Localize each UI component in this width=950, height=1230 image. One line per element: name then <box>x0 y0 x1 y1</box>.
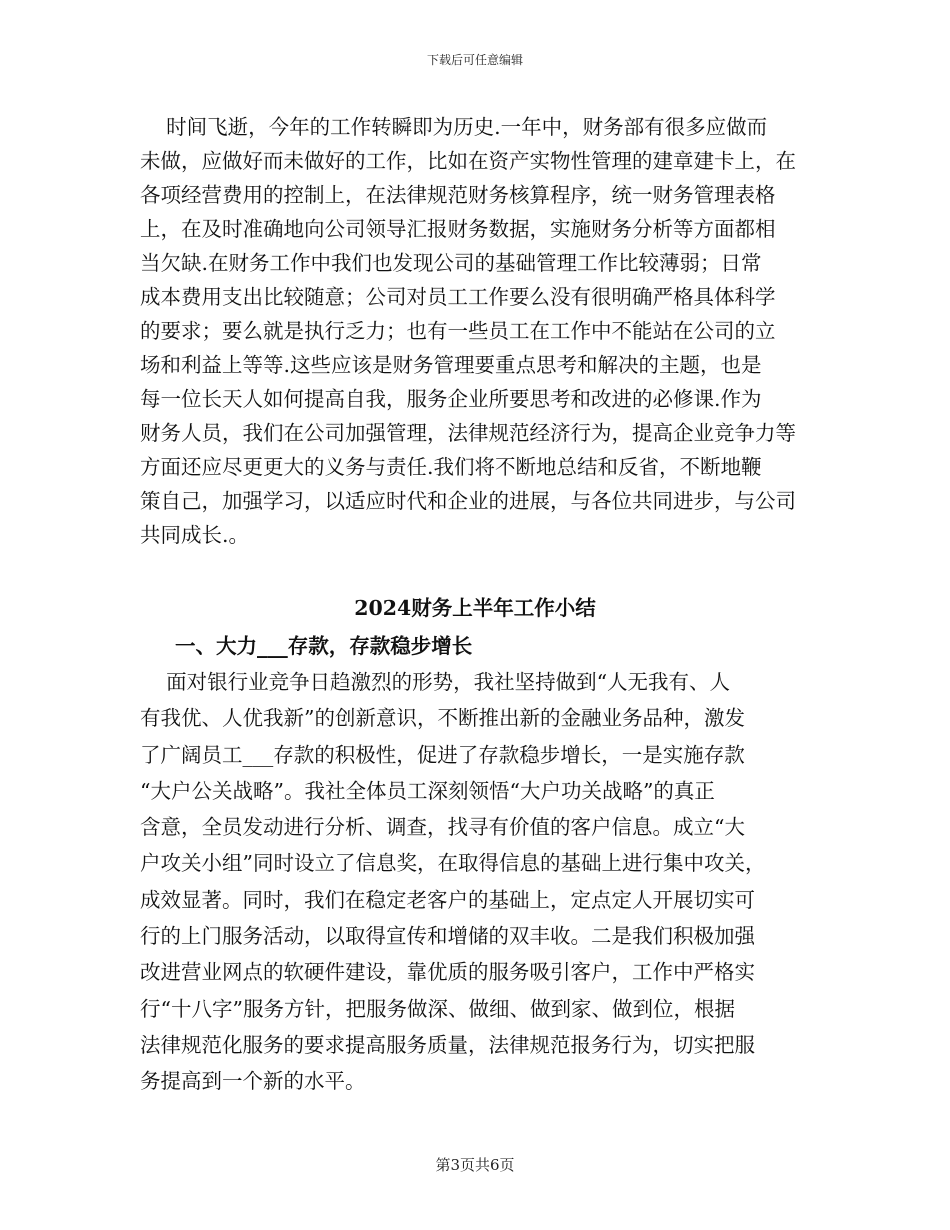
document-title: 2024财务上半年工作小结 <box>354 596 596 620</box>
body-paragraph-2: 面对银行业竞争日趋激烈的形势，我社坚持做到“人无我有、人 有我优、人优我新”的创新意识，不断推出新的金融业务品种，激发 了广阔员工___存款的积极性，促进了存款稳步增长，一是实施存款 “大户公关战略”。我社全体员工深刻领悟“大户功关战略”的真正 含意，全员发动进行分析、调查，找寻有价值的客户信息。成立“大 户攻关小组”同时设立了信息奖，在取得信息的基础上进行集中攻关， 成效显著。同时，我们在稳定老客户的基础上，定点定人开展切实可 行的上门服务活动，以取得宣传和增储的双丰收。二是我们积极加强 改进营业网点的软硬件建设，靠优质的服务吸引客户，工作中严格实 行“十八字”服务方针，把服务做深、做细、做到家、做到位，根据 法律规范化服务的要求提高服务质量，法律规范报务行为，切实把服 务提高到一个新的水平。 <box>140 670 766 1094</box>
page-header: 下载后可任意编辑 <box>426 53 523 67</box>
section-heading: 一、大力___存款，存款稳步增长 <box>175 634 473 658</box>
body-paragraph-1: 时间飞逝，今年的工作转瞬即为历史.一年中，财务部有很多应做而 未做，应做好而未做好的工作，比如在资产实物性管理的建章建卡上，在 各项经营费用的控制上，在法律规范财务核算程序，统一财务管理表格 上，在及时准确地向公司领导汇报财务数据，实施财务分析等方面都相 当欠缺.在财务工作中我们也发现公司的基础管理工作比较薄弱；日常 成本费用支出比较随意；公司对员工工作要么没有很明确严格具体科学 的要求；要么就是执行乏力；也有一些员工在工作中不能站在公司的立 场和利益上等等.这些应该是财务管理要重点思考和解决的主题，也是 每一位长天人如何提高自我，服务企业所要思考和改进的必修课.作为 财务人员，我们在公司加强管理，法律规范经济行为，提高企业竞争力等 方面还应尽更更大的义务与责任.我们将不断地总结和反省，不断地鞭 策自己，加强学习，以适应时代和企业的进展，与各位共同进步，与公司 共同成长.。 <box>140 115 796 547</box>
page-footer: 第3页共6页 <box>435 1156 515 1174</box>
